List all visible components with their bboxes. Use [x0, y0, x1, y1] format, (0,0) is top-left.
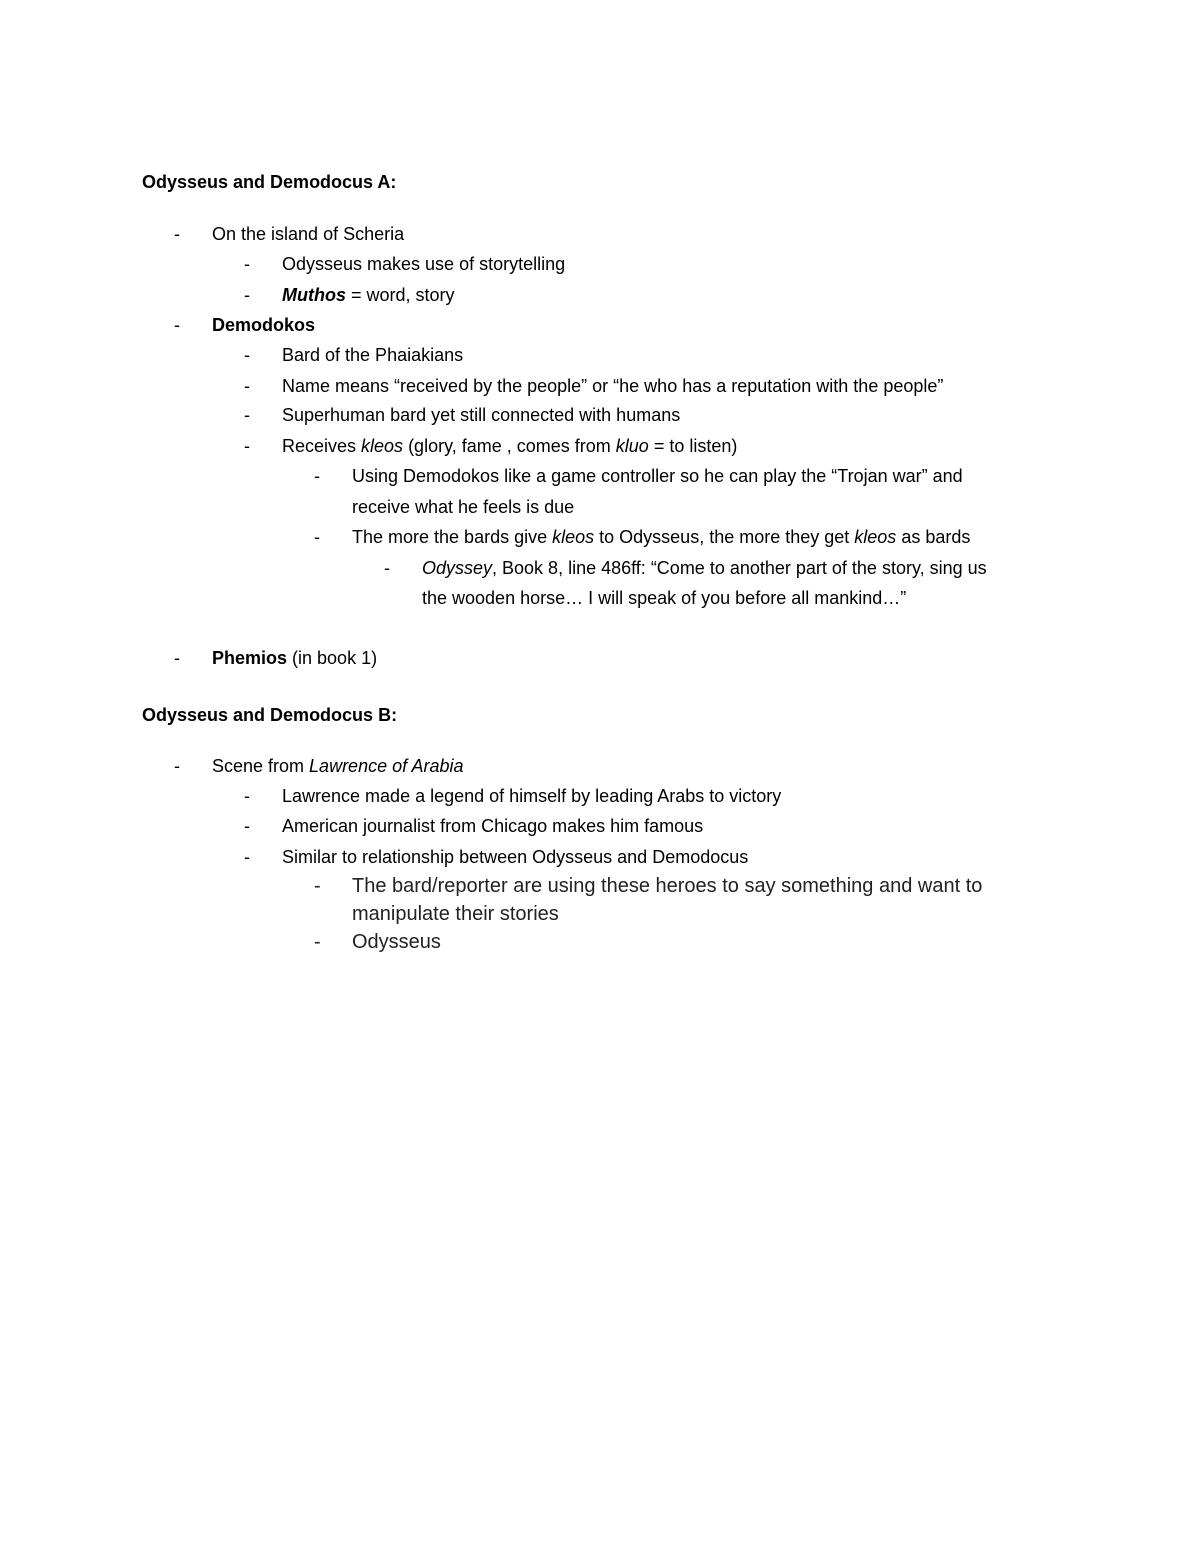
bullet-dash: -: [244, 786, 250, 806]
item-demodokos: [212, 313, 315, 337]
section-b-heading: Odysseus and Demodocus B:: [142, 705, 398, 725]
bullet-dash: -: [244, 254, 250, 274]
item-scheria: On the island of Scheria: [212, 224, 405, 244]
item-journalist: American journalist from Chicago makes him famous: [282, 816, 704, 836]
bullet-dash: -: [174, 224, 180, 244]
item-superhuman: Superhuman bard yet still connected with humans: [282, 405, 681, 425]
bullet-dash: -: [314, 527, 320, 547]
bullet-dash: -: [244, 847, 250, 867]
text-run: Receives: [282, 436, 362, 456]
bullet-dash: -: [174, 756, 180, 776]
bullet-dash: -: [244, 285, 250, 305]
item-scene: [212, 754, 463, 778]
item-more-kleos: [352, 525, 970, 549]
phemios-label: Phemios: [212, 648, 288, 668]
item-similar: Similar to relationship between Odysseus and Demodocus: [282, 847, 749, 867]
item-odyssey-quote-continued: the wooden horse… I will speak of you before all mankind…”: [422, 588, 907, 608]
item-bard-phaiakians: Bard of the Phaiakians: [282, 345, 464, 365]
text-run: as bards: [896, 527, 971, 547]
item-odyssey-quote: [422, 556, 987, 580]
text-run: = to listen): [648, 436, 738, 456]
bullet-dash: -: [244, 436, 250, 456]
text-run: (glory, fame , comes from: [403, 436, 616, 456]
bullet-dash: -: [244, 405, 250, 425]
item-odysseus: Odysseus: [352, 931, 441, 953]
bullet-dash: -: [174, 315, 180, 335]
kleos-term: kleos: [854, 527, 897, 547]
item-muthos: [282, 283, 455, 307]
item-storytelling: Odysseus makes use of storytelling: [282, 254, 566, 274]
text-run: Scene from: [212, 756, 310, 776]
muthos-term: Muthos: [282, 285, 346, 305]
item-legend: Lawrence made a legend of himself by leading Arabs to victory: [282, 786, 782, 806]
item-receives-kleos: [282, 434, 737, 458]
kluo-term: kluo: [615, 436, 649, 456]
bullet-dash: -: [244, 816, 250, 836]
odyssey-title: Odyssey: [422, 558, 493, 578]
item-game-controller-continued: receive what he feels is due: [352, 497, 575, 517]
item-bard-reporter-continued: manipulate their stories: [352, 903, 559, 925]
bullet-dash: -: [314, 931, 321, 953]
text-run: (in book 1): [287, 648, 378, 668]
kleos-term: kleos: [552, 527, 595, 547]
bullet-dash: -: [314, 466, 320, 486]
text-run: “Come to another part of the story, sing us: [645, 558, 987, 578]
bullet-dash: -: [314, 875, 321, 897]
kleos-term: kleos: [361, 436, 404, 456]
film-title: Lawrence of Arabia: [309, 756, 464, 776]
text-run: , Book 8, line 486ff:: [492, 558, 646, 578]
text-run: to Odysseus, the more they get: [594, 527, 855, 547]
item-name-means: Name means “received by the people” or “he who has a reputation with the people”: [282, 376, 944, 396]
section-a-heading: Odysseus and Demodocus A:: [142, 172, 397, 192]
bullet-dash: -: [384, 558, 390, 578]
item-bard-reporter: The bard/reporter are using these heroes to say something and want to: [352, 875, 983, 897]
item-phemios: [212, 646, 377, 670]
bullet-dash: -: [244, 376, 250, 396]
text-run: The more the bards give: [352, 527, 553, 547]
item-game-controller: Using Demodokos like a game controller so he can play the “Trojan war” and: [352, 466, 963, 486]
bullet-dash: -: [174, 648, 180, 668]
muthos-definition: = word, story: [345, 285, 455, 305]
bullet-dash: -: [244, 345, 250, 365]
demodokos-label: Demodokos: [212, 315, 316, 335]
